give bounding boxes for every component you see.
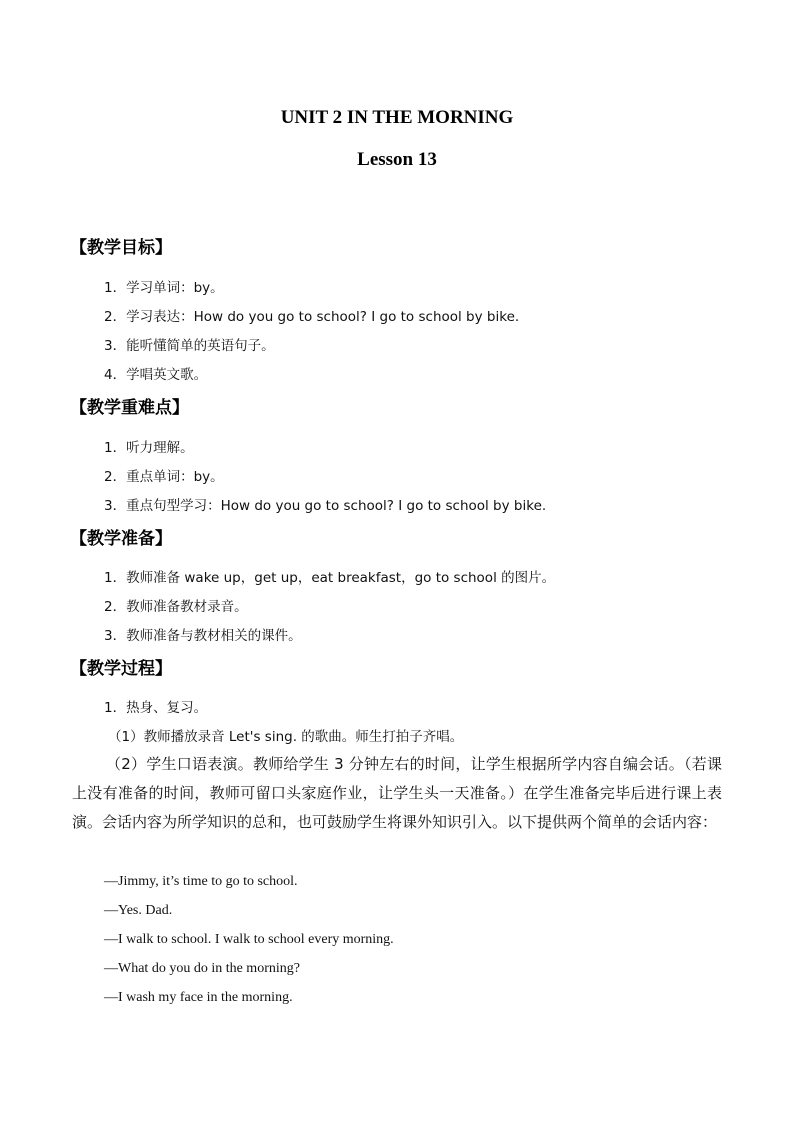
section-heading-preparation: 【教学准备】 [70,529,172,549]
dialog-line: —Jimmy, it’s time to go to school. [104,874,298,889]
process-step-1: 1．热身、复习。 [104,700,208,716]
lesson-title: Lesson 13 [357,149,437,170]
section-heading-process: 【教学过程】 [70,659,172,679]
dialog-line: —Yes. Dad. [104,903,173,918]
list-item: 2．教师准备教材录音。 [104,599,248,615]
list-item: 3．重点句型学习：How do you go to school? I go to school by bike. [104,498,547,514]
process-sub-2-paragraph: （2）学生口语表演。教师给学生 3 分钟左右的时间，让学生根据所学内容自编会话。（若课上没有准备的时间，教师可留口头家庭作业，让学生头一天准备。）在学生准备完毕后进行课上表演。会话内容为所学知识的总和，也可鼓励学生将课外知识引入。以下提供两个简单的会话内容： [72,755,722,831]
list-item: 3．能听懂简单的英语句子。 [104,338,275,354]
list-item: 1．听力理解。 [104,440,194,456]
list-item: 4．学唱英文歌。 [104,367,208,383]
list-item: 3．教师准备与教材相关的课件。 [104,628,302,644]
process-sub-1: （1）教师播放录音 Let's sing. 的歌曲。师生打拍子齐唱。 [108,729,464,745]
dialog-line: —I walk to school. I walk to school every morning. [104,932,394,947]
section-heading-objectives: 【教学目标】 [70,238,172,258]
section-heading-key-points: 【教学重难点】 [70,398,189,418]
list-item: 1．教师准备 wake up，get up，eat breakfast，go to school 的图片。 [104,570,556,586]
dialog-line: —I wash my face in the morning. [104,990,293,1005]
unit-title: UNIT 2 IN THE MORNING [280,107,514,128]
dialog-line: —What do you do in the morning? [104,961,300,976]
list-item: 2．重点单词：by。 [104,469,224,485]
list-item: 2．学习表达：How do you go to school? I go to school by bike. [104,309,520,325]
list-item: 1．学习单词：by。 [104,280,224,296]
